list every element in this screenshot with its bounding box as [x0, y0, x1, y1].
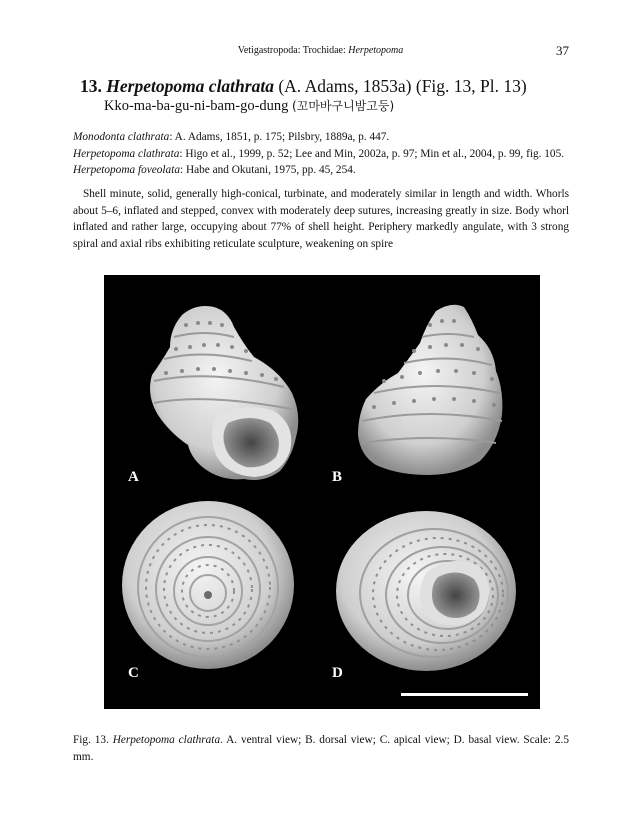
panel-label-c: C — [128, 665, 139, 681]
panel-label-b: B — [332, 469, 343, 485]
species-number: 13. — [80, 76, 102, 96]
panel-label-a: A — [128, 469, 139, 485]
synonymy-entry: Herpetopoma clathrata: Higo et al., 1999, p. 52; Lee and Min, 2002a, p. 97; Min et al., 2004, p. 99, fig. 105. — [73, 147, 565, 160]
page-header — [0, 43, 641, 59]
running-head: Vetigastropoda: Trochidae: Herpetopoma — [237, 45, 404, 56]
species-description — [73, 186, 569, 252]
scale-bar — [401, 693, 528, 696]
shell-photographs — [104, 275, 540, 709]
figure-plate — [104, 275, 540, 709]
figure-caption: Fig. 13. Herpetopoma clathrata. A. ventral view; B. dorsal view; C. apical view; D. basal view. Scale: 2.5 mm. — [73, 734, 569, 763]
species-name: Herpetopoma clathrata — [106, 76, 274, 96]
shell-dorsal-view — [358, 305, 502, 475]
panel-label-d: D — [332, 665, 343, 681]
shell-apical-view — [122, 501, 294, 669]
shell-ventral-view — [150, 306, 298, 480]
synonymy-entry: Herpetopoma foveolata: Habe and Okutani, 1975, pp. 45, 254. — [73, 164, 356, 176]
synonymy-list — [73, 129, 573, 179]
description-paragraph: Shell minute, solid, generally high-conical, turbinate, and moderately similar in length and width. Whorls about 5–6, inflated and stepped, convex with moderately deep sutures, increasing greatly in size. Body whorl inflated and rather large, occupying about 77% of shell height. Periphery markedly angulate, with 3 strong spiral and axial ribs exhibiting reticulate sculpture, weakening on spire — [73, 188, 569, 250]
page-number: 37 — [556, 43, 569, 58]
korean-name: Kko-ma-ba-gu-ni-bam-go-dung (꼬마바구니밤고둥) — [104, 98, 395, 114]
species-authority: (A. Adams, 1853a) (Fig. 13, Pl. 13) — [273, 76, 527, 96]
synonymy-entry: Monodonta clathrata: A. Adams, 1851, p. 175; Pilsbry, 1889a, p. 447. — [73, 131, 390, 143]
shell-basal-view — [336, 511, 516, 671]
species-heading — [80, 76, 527, 96]
